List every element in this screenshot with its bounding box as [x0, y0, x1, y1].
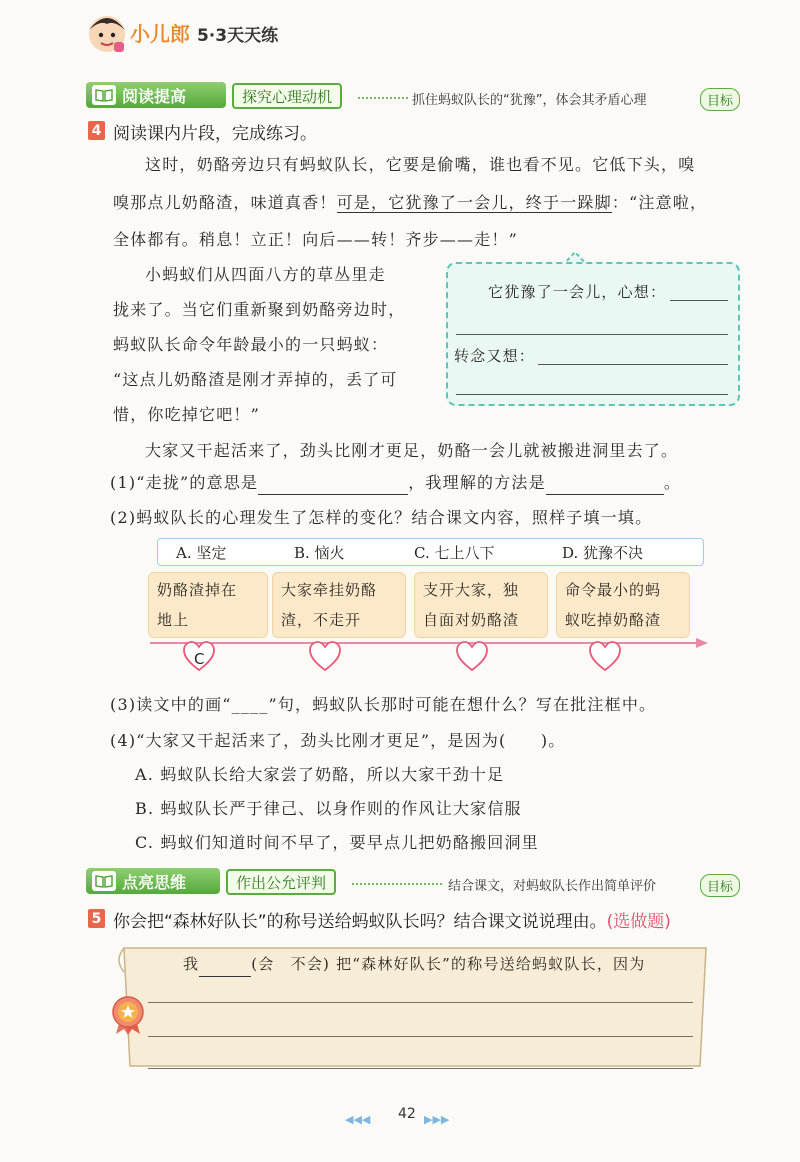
heart-icon[interactable]: [455, 640, 489, 672]
timeline-arrow: [150, 636, 710, 650]
passage-line-1: 这时，奶酪旁边只有蚂蚁队长，它要是偷嘴，谁也看不见。它低下头，嗅: [145, 155, 696, 174]
subquestion-2: (2)蚂蚁队长的心理发生了怎样的变化？结合课文内容，照样子填一填。: [110, 508, 653, 527]
passage3: 大家又干起活来了，劲头比刚才更足，奶酪一会儿就被搬进洞里去了。: [145, 441, 679, 460]
passage2-line-1: 小蚂蚁们从四面八方的草丛里走: [145, 265, 386, 284]
brand-series: 5·3天天练: [196, 26, 279, 46]
sub1-text-a: (1)“走拢”的意思是: [110, 473, 259, 492]
answer-line[interactable]: [670, 300, 728, 301]
prev-arrows-icon: ◀◀◀: [345, 1113, 371, 1126]
note-prompt-2: 转念又想：: [454, 347, 536, 365]
option-d: D. 犹豫不决: [562, 544, 644, 562]
goal-badge: 目标: [700, 88, 740, 111]
option-a: A. 坚定: [176, 544, 227, 562]
passage-text: 嗅那点儿奶酪渣，味道真香！: [113, 193, 337, 212]
choice-b[interactable]: B. 蚂蚁队长严于律己、以身作则的作风让大家信服: [135, 799, 522, 818]
annotation-box[interactable]: [446, 262, 740, 406]
options-box: [157, 538, 704, 566]
q5-prompt-b: (会 不会) 把“森林好队长”的称号送给蚂蚁队长，因为: [251, 955, 646, 973]
passage2-line-4: “这点儿奶酪渣是刚才弄掉的，丢了可: [113, 370, 398, 389]
divider: [358, 97, 408, 99]
card-line: 蚁吃掉奶酪渣: [565, 611, 662, 629]
answer-line[interactable]: [538, 364, 728, 365]
event-card-3: [414, 572, 548, 638]
next-arrows-icon: ▶▶▶: [424, 1113, 450, 1126]
passage2-line-2: 拢来了。当它们重新聚到奶酪旁边时，: [113, 300, 406, 319]
subquestion-3: (3)读文中的画“____”句，蚂蚁队长那时可能在想什么？写在批注框中。: [110, 695, 657, 714]
passage-text: ：“注意啦，: [611, 193, 708, 212]
section-tab-reading: [86, 82, 226, 108]
answer-blank[interactable]: [199, 958, 251, 977]
answer-blank[interactable]: [258, 476, 408, 495]
subquestion-1: [110, 470, 681, 495]
brand-name: 小儿郎: [130, 22, 190, 46]
passage-line-2: [113, 190, 707, 215]
medal-icon: [108, 994, 148, 1036]
section-tab-label: 点亮思维: [122, 872, 187, 892]
choice-a[interactable]: A. 蚂蚁队长给大家尝了奶酪，所以大家干劲十足: [135, 765, 505, 784]
card-line: 渣，不走开: [281, 611, 362, 629]
card-line: 命令最小的蚂: [565, 581, 662, 599]
passage2-line-5: 惜，你吃掉它吧！”: [113, 405, 260, 424]
section-tab-label: 阅读提高: [122, 86, 187, 106]
card-line: 奶酪渣掉在: [157, 581, 238, 599]
choice-c[interactable]: C. 蚂蚁们知道时间不早了，要早点儿把奶酪搬回洞里: [135, 833, 539, 852]
passage2-line-3: 蚂蚁队长命令年龄最小的一只蚂蚁：: [113, 335, 389, 354]
heart-icon[interactable]: [588, 640, 622, 672]
answer-blank[interactable]: [546, 476, 664, 495]
section-tab-thinking: [86, 868, 220, 894]
goal-badge: 目标: [700, 874, 740, 897]
underlined-sentence: 可是，它犹豫了一会儿，终于一跺脚: [336, 193, 612, 212]
q5-prompt: [183, 952, 645, 977]
answer-line[interactable]: [456, 334, 728, 335]
brand-title: [130, 18, 278, 47]
heart-icon[interactable]: [308, 640, 342, 672]
option-b: B. 恼火: [294, 544, 345, 562]
event-card-2: [272, 572, 406, 638]
answer-line[interactable]: [148, 1002, 693, 1003]
page-number: 42: [398, 1106, 416, 1122]
book-icon: [92, 85, 116, 105]
q5-prompt-a: 我: [183, 955, 200, 973]
divider: [352, 883, 442, 885]
event-card-4: [556, 572, 690, 638]
mascot-icon: [84, 10, 130, 56]
passage-line-3: 全体都有。稍息！立正！向后——转！齐步——走！”: [113, 230, 518, 249]
optional-tag: (选做题): [606, 912, 671, 932]
event-card-1: [148, 572, 268, 638]
answer-line[interactable]: [456, 394, 728, 395]
section-goal: 结合课文，对蚂蚁队长作出简单评价: [448, 879, 657, 894]
card-line: 大家牵挂奶酪: [281, 581, 378, 599]
section-subtitle: 作出公允评判: [226, 869, 336, 895]
q5-title-text: 你会把“森林好队长”的称号送给蚂蚁队长吗？结合课文说说理由。: [113, 912, 607, 932]
question-number: 4: [88, 121, 105, 140]
option-c: C. 七上八下: [414, 544, 495, 562]
answer-line[interactable]: [148, 1068, 693, 1069]
heart-answer: C: [194, 650, 205, 668]
answer-line[interactable]: [148, 1036, 693, 1037]
section-subtitle: 探究心理动机: [232, 83, 342, 109]
section-goal: 抓住蚂蚁队长的“犹豫”，体会其矛盾心理: [412, 93, 647, 108]
question-title: 阅读课内片段，完成练习。: [113, 124, 317, 144]
question-number: 5: [88, 909, 105, 928]
book-icon: [92, 871, 116, 891]
note-prompt-1: 它犹豫了一会儿，心想：: [488, 283, 667, 301]
card-line: 自面对奶酪渣: [423, 611, 520, 629]
sub1-text-b: ，我理解的方法是: [408, 473, 546, 492]
subquestion-4: (4)“大家又干起活来了，劲头比刚才更足”，是因为( )。: [110, 731, 566, 750]
question-title: [113, 907, 671, 932]
card-line: 支开大家，独: [423, 581, 520, 599]
sub1-text-c: 。: [663, 473, 682, 492]
card-line: 地上: [157, 611, 190, 629]
